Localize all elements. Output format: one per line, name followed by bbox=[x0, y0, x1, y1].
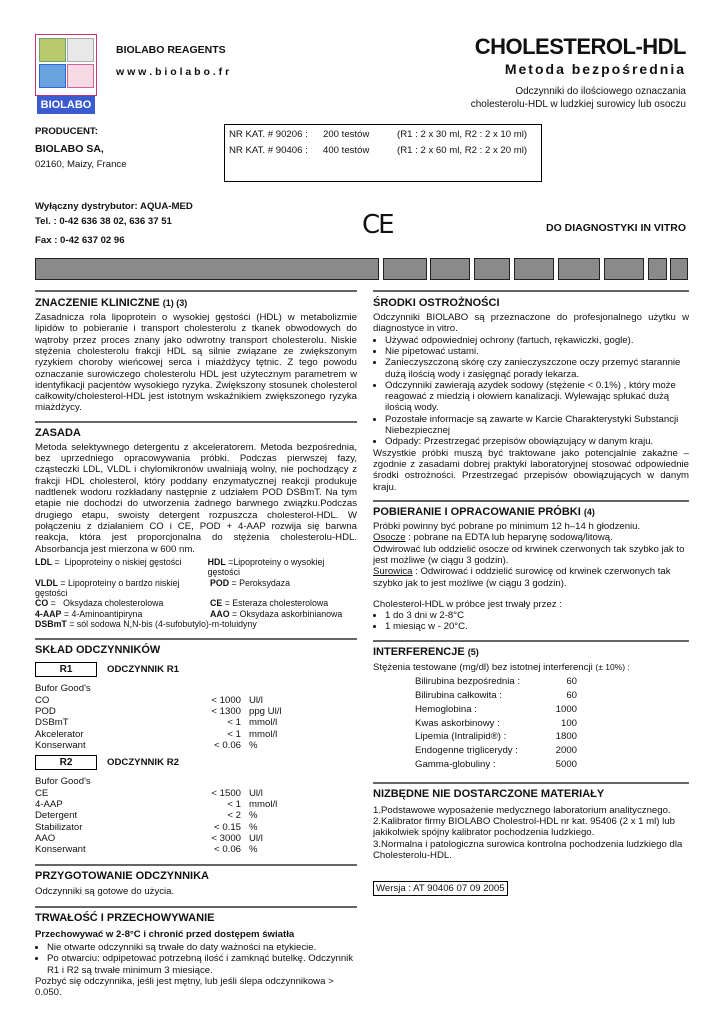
storage-list bbox=[35, 942, 357, 976]
page-subtitle: Metoda bezpośrednia bbox=[504, 61, 686, 77]
catalog-box bbox=[224, 124, 542, 182]
reagent-name: CO bbox=[35, 694, 50, 706]
reagent-unit: Ul/l bbox=[249, 787, 263, 799]
divider bbox=[35, 906, 357, 908]
reagent-name: Akcelerator bbox=[35, 728, 84, 740]
reagent-unit: mmol/l bbox=[249, 717, 278, 729]
interf-table bbox=[373, 675, 689, 772]
list-item: • Nie pipetować ustami. bbox=[385, 346, 689, 357]
reagent-name: POD bbox=[35, 706, 56, 718]
list-item: • Używać odpowiedniej ochrony (fartuch, rękawiczki, gogle). bbox=[385, 335, 689, 346]
interf-ref: (5) bbox=[467, 646, 479, 657]
interf-name: Bilirubina bezpośrednia : bbox=[415, 676, 521, 688]
reagent-value: < 2 bbox=[227, 810, 241, 822]
reagent-name: Konserwant bbox=[35, 844, 86, 856]
interf-name: Hemoglobina : bbox=[415, 703, 477, 715]
table-row bbox=[373, 730, 689, 744]
reagent-unit: ppg Ul/l bbox=[249, 706, 282, 718]
table-row bbox=[35, 799, 357, 810]
abbr-key: HDL bbox=[207, 556, 226, 567]
divider bbox=[35, 421, 357, 423]
cat-ref-2: NR KAT. # 90406 : bbox=[229, 145, 308, 156]
reagents-label: BIOLABO REAGENTS bbox=[116, 44, 226, 56]
abbr-key: POD bbox=[210, 577, 230, 588]
r2-buffer: Bufor Good's bbox=[35, 776, 91, 788]
r2-tag: R2 bbox=[35, 755, 97, 770]
header-bar-segment bbox=[383, 258, 427, 280]
storage-text: Pozbyć się odczynnika, jeśli jest mętny, lub jeśli ślepa odczynnikowa > 0.050. bbox=[35, 976, 334, 999]
list-item: • 1 do 3 dni w 2-8°C bbox=[385, 610, 689, 621]
reagent-value: < 1500 bbox=[211, 787, 241, 799]
desc-line-2: cholesterolu-HDL w ludzkiej surowicy lub osoczu bbox=[470, 99, 686, 110]
website: w w w . b i o l a b o . f r bbox=[116, 66, 230, 78]
reagent-value: < 1300 bbox=[211, 706, 241, 718]
table-row bbox=[35, 729, 357, 740]
interf-note: (± 10%) : bbox=[595, 661, 630, 672]
reagent-unit: % bbox=[249, 810, 258, 822]
divider bbox=[35, 638, 357, 640]
header-bar-segment bbox=[514, 258, 554, 280]
list-item: • Odpady: Przestrzegać przepisów obowiązujący w danym kraju. bbox=[385, 436, 689, 447]
table-row bbox=[35, 810, 357, 821]
table-row bbox=[35, 788, 357, 799]
reagent-unit: Ul/l bbox=[249, 832, 263, 844]
header-bar-segment bbox=[648, 258, 667, 280]
interf-name: Kwas askorbinowy : bbox=[415, 717, 500, 729]
header-bar-segment bbox=[35, 258, 379, 280]
clinical-title: ZNACZENIE KLINICZNE bbox=[35, 297, 160, 309]
cat-tests-2: 400 testów bbox=[323, 145, 370, 156]
list-item: • Nie otwarte odczynniki są trwałe do daty ważności na etykiecie. bbox=[47, 942, 357, 953]
abbr-key: VLDL bbox=[35, 577, 58, 588]
sample-heading bbox=[373, 506, 689, 519]
reagent-value: < 0.06 bbox=[214, 844, 241, 856]
interf-name: Bilirubina całkowita : bbox=[415, 690, 502, 702]
page-title: CHOLESTEROL-HDL bbox=[474, 34, 686, 59]
plasma-label: Osocze bbox=[373, 532, 406, 544]
reagent-value: < 0.15 bbox=[214, 821, 241, 833]
r2-header bbox=[35, 755, 357, 770]
table-row bbox=[35, 740, 357, 751]
list-item: • Pozostałe informacje są zawarte w Karcie Charakterystyki Substancji Niebezpiecznej bbox=[385, 414, 689, 437]
interf-intro-text: Stężenia testowane (mg/dl) bez istotnej interferencji bbox=[373, 661, 593, 673]
abbr-row: LDL = Lipoproteiny o niskiej gęstości HDL =Lipoproteiny o wysokiej gęstości bbox=[35, 556, 325, 578]
distributor-line-3: Fax : 0-42 637 02 96 bbox=[35, 235, 125, 246]
abbr-value: Oksydaza cholesterolowa bbox=[63, 598, 164, 609]
abbr-key: AAO bbox=[210, 608, 230, 619]
interf-value: 1800 bbox=[555, 731, 577, 743]
abbr-value: =Lipoproteiny o wysokiej gęstości bbox=[207, 556, 325, 578]
abbr-key: 4-AAP bbox=[35, 608, 62, 619]
cat-ref-1: NR KAT. # 90206 : bbox=[229, 129, 308, 140]
reagent-value: < 1 bbox=[227, 728, 241, 740]
r1-buffer: Bufor Good's bbox=[35, 683, 91, 695]
principle-title: ZASADA bbox=[35, 426, 81, 439]
safety-intro: Odczynniki BIOLABO są przeznaczone do profesjonalnego użytku w diagnostyce in vitro. bbox=[373, 311, 689, 335]
divider bbox=[35, 864, 357, 866]
logo-brand: BIOLABO bbox=[37, 96, 95, 114]
abbr-row: VLDL = Lipoproteiny o bardzo niskiej gęstości POD = Peroksydaza bbox=[35, 577, 290, 598]
interf-value: 100 bbox=[560, 717, 577, 729]
drop-icon bbox=[67, 64, 94, 88]
abbreviations bbox=[35, 557, 357, 630]
table-row bbox=[35, 717, 357, 728]
r2-label: ODCZYNNIK R2 bbox=[107, 757, 179, 769]
abbr-value: = Oksydaza askorbinianowa bbox=[232, 608, 343, 619]
r1-header bbox=[35, 662, 357, 677]
header-bar-segment bbox=[670, 258, 688, 280]
reagent-unit: % bbox=[249, 821, 258, 833]
cat-desc-2: (R1 : 2 x 60 ml, R2 : 2 x 20 ml) bbox=[397, 145, 528, 156]
header-bar-segment bbox=[604, 258, 644, 280]
table-row bbox=[35, 833, 357, 844]
header-bar-segment bbox=[474, 258, 510, 280]
sample-stability: Cholesterol-HDL w próbce jest trwały przez : bbox=[373, 598, 562, 610]
abbr-value: Lipoproteiny o niskiej gęstości bbox=[64, 556, 182, 567]
divider bbox=[373, 640, 689, 642]
clinical-ref: (1) (3) bbox=[162, 298, 188, 308]
safety-text: Wszystkie próbki muszą być traktowane jako potencjalnie zakaźne – zgodnie z zasadami dobrej praktyki laboratoryjnej stosować odpowiednie środki ostrożności. Przestrzegać przepisów obowiązujących w danym kraju. bbox=[373, 447, 689, 493]
interf-name: Gamma-globuliny : bbox=[415, 759, 496, 771]
reagent-unit: Ul/l bbox=[249, 694, 263, 706]
ivd-label: DO DIAGNOSTYKI IN VITRO bbox=[545, 222, 686, 234]
abbr-row bbox=[35, 619, 357, 629]
table-row bbox=[35, 706, 357, 717]
table-row bbox=[373, 689, 689, 703]
r1-table bbox=[35, 695, 357, 752]
sample-list bbox=[373, 610, 689, 633]
table-row bbox=[373, 758, 689, 772]
clinical-heading bbox=[35, 297, 357, 310]
reagent-unit: % bbox=[249, 740, 258, 752]
sample-title: POBIERANIE I OPRACOWANIE PRÓBKI bbox=[373, 505, 581, 518]
sample-ref: (4) bbox=[583, 506, 595, 517]
table-row bbox=[373, 716, 689, 730]
storage-title: TRWAŁOŚĆ I PRZECHOWYWANIE bbox=[35, 911, 215, 924]
interf-value: 5000 bbox=[555, 759, 577, 771]
reagent-name: DSBmT bbox=[35, 717, 69, 729]
version-box: Wersja : AT 90406 07 09 2005 bbox=[373, 881, 508, 896]
reagent-unit: % bbox=[249, 844, 258, 856]
list-item: 2.Kalibrator firmy BIOLABO Cholestrol-HDL nr kat. 95406 (2 x 1 ml) lub jakikolwiek spójny kalibrator pochodzenia ludzkiego. bbox=[373, 815, 675, 839]
biolabo-logo bbox=[35, 34, 97, 118]
abbr-key: DSBmT bbox=[35, 619, 67, 630]
table-row bbox=[373, 675, 689, 689]
header-bar-segment bbox=[430, 258, 470, 280]
interf-value: 60 bbox=[566, 676, 577, 688]
abbr-key: CO bbox=[35, 598, 49, 609]
table-row bbox=[35, 844, 357, 855]
abbr-key: LDL bbox=[35, 556, 53, 567]
reagent-name: Detergent bbox=[35, 810, 78, 822]
sample-plasma bbox=[373, 532, 689, 543]
divider bbox=[373, 500, 689, 502]
abbr-row: CO = Oksydaza cholesterolowa CE = Esteraza cholesterolowa bbox=[35, 598, 329, 609]
abbr-value: = Peroksydaza bbox=[231, 577, 290, 588]
right-column bbox=[373, 290, 689, 896]
list-item: 1.Podstawowe wyposażenie medycznego laboratorium analitycznego. bbox=[373, 804, 671, 816]
interf-heading bbox=[373, 646, 689, 659]
interf-intro bbox=[373, 662, 689, 673]
reagent-name: AAO bbox=[35, 832, 56, 844]
serum-label: Surowica bbox=[373, 566, 413, 578]
reagent-unit: mmol/l bbox=[249, 798, 278, 810]
prep-title: PRZYGOTOWANIE ODCZYNNIKA bbox=[35, 869, 209, 882]
sample-line-1: Próbki powinny być pobrane po minimum 12 h–14 h głodzeniu. bbox=[373, 520, 641, 532]
reagent-name: Stabilizator bbox=[35, 821, 83, 833]
interf-value: 1000 bbox=[555, 703, 577, 715]
distributor-line-2: Tel. : 0-42 636 38 02, 636 37 51 bbox=[35, 216, 172, 227]
interf-name: Lipemia (Intralipid®) : bbox=[415, 731, 507, 743]
abbr-value: 4-Aminoantipiryna bbox=[71, 608, 143, 619]
table-row bbox=[373, 744, 689, 758]
left-column bbox=[35, 290, 357, 999]
table-row bbox=[373, 703, 689, 717]
desc-line-1: Odczynniki do ilościowego oznaczania bbox=[515, 86, 686, 97]
table-row bbox=[35, 822, 357, 833]
reagent-name: CE bbox=[35, 787, 49, 799]
table-row bbox=[35, 695, 357, 706]
abbr-key: CE bbox=[210, 598, 223, 609]
interf-value: 60 bbox=[566, 690, 577, 702]
producer-label: PRODUCENT: bbox=[35, 126, 98, 137]
reagent-value: < 1 bbox=[227, 717, 241, 729]
divider bbox=[373, 290, 689, 292]
safety-list bbox=[373, 335, 689, 448]
safety-title: ŚRODKI OSTROŻNOŚCI bbox=[373, 297, 500, 309]
reagent-value: < 3000 bbox=[211, 832, 241, 844]
plasma-text: : pobrane na EDTA lub heparynę sodową/litową. bbox=[405, 532, 613, 544]
storage-subtitle: Przechowywać w 2-8°C i chronić przed dostępem światła bbox=[35, 928, 295, 940]
cat-desc-1: (R1 : 2 x 30 ml, R2 : 2 x 10 ml) bbox=[397, 129, 528, 140]
reagent-name: Konserwant bbox=[35, 740, 86, 752]
list-item: • Zanieczyszczoną skórę czy zanieczyszczone oczy przemyć starannie dużą ilością wody i zasięgnąć porady lekarza. bbox=[385, 357, 689, 380]
distributor-line-1: Wyłączny dystrybutor: AQUA-MED bbox=[35, 201, 193, 212]
list-item: • Odczynniki zawierają azydek sodowy (stężenie < 0.1%) , który może reagować z miedzią i ołowiem kanalizacji. Wylewając spłukać dużą ilością wody. bbox=[385, 380, 689, 414]
sample-plasma-2: Odwirować lub oddzielić osocze od krwinek czerwonych tak szybko jak to jest możliwe (w ciągu 3 godzin). bbox=[373, 543, 685, 566]
abbr-value: = Esteraza cholesterolowa bbox=[224, 598, 329, 609]
leaf-icon bbox=[39, 38, 66, 62]
abbr-value: = sól sodowa N,N-bis (4-sufobutylo)-m-toluidyny bbox=[69, 619, 257, 630]
divider bbox=[35, 290, 357, 292]
list-item: • 1 miesiąc w - 20°C. bbox=[385, 621, 689, 632]
reagent-value: < 0.06 bbox=[214, 740, 241, 752]
abbr-value: Lipoproteiny o bardzo niskiej gęstości bbox=[35, 577, 180, 598]
divider bbox=[373, 782, 689, 784]
ce-mark: CE bbox=[362, 210, 393, 240]
header-bar-segment bbox=[558, 258, 600, 280]
list-item: 3.Normalna i patologiczna surowica kontrolna pochodzenia ludzkiego dla Cholesterolu-HDL. bbox=[373, 838, 683, 861]
interf-name: Endogenne triglicerydy : bbox=[415, 745, 518, 757]
clinical-text: Zasadnicza rola lipoprotein o wysokiej gęstości (HDL) w metabolizmie lipidów to pobieranie i transport cholesterolu z tkanek obwodowych do wątroby przez proces znany jako odwrotny transport cholesterolu. Niskie stężenia cholesterolu frakcji HDL są silnie związane ze zwiększonym ryzykiem choroby wieńcowej serca i miażdżycy tętnic. Z tego powodu oznaczanie surowiczego cholesterolu HDL jest użytecznym parametrem w identyfikacji pacjentów wysokiego ryzyka. Zwiększony stosunek cholesterol całkowity/cholesterol-HDL jest istotnym wskaźnikiem zwiększonego ryzyka miażdżycy. bbox=[35, 311, 357, 414]
reagent-value: < 1000 bbox=[211, 694, 241, 706]
r1-label: ODCZYNNIK R1 bbox=[107, 664, 179, 676]
flask-icon bbox=[67, 38, 94, 62]
fish-icon bbox=[39, 64, 66, 88]
interf-title: INTERFERENCJE bbox=[373, 645, 465, 658]
reagent-value: < 1 bbox=[227, 798, 241, 810]
r2-table bbox=[35, 788, 357, 856]
abbr-row: 4-AAP = 4-Aminoantipiryna AAO = Oksydaza askorbinianowa bbox=[35, 608, 343, 619]
producer-address: 02160, Maizy, France bbox=[35, 159, 127, 170]
interf-value: 2000 bbox=[555, 745, 577, 757]
producer-name: BIOLABO SA, bbox=[35, 143, 104, 155]
composition-title: SKŁAD ODCZYNNIKÓW bbox=[35, 643, 161, 656]
r1-tag: R1 bbox=[35, 662, 97, 677]
reagent-unit: mmol/l bbox=[249, 728, 278, 740]
serum-text: : Odwirować i oddzielić surowicę od krwinek czerwonych tak szybko jak to jest możliwe (w ciągu 3 godzin). bbox=[373, 566, 671, 589]
sample-serum bbox=[373, 566, 689, 589]
prep-text: Odczynniki są gotowe do użycia. bbox=[35, 885, 175, 897]
cat-tests-1: 200 testów bbox=[323, 129, 370, 140]
materials-title: NIZBĘDNE NIE DOSTARCZONE MATERIAŁY bbox=[373, 787, 605, 800]
list-item: • Po otwarciu: odpipetować potrzebną ilość i zamknąć butelkę. Odczynnik R1 i R2 są trwałe minimum 3 miesiące. bbox=[47, 953, 357, 976]
reagent-name: 4-AAP bbox=[35, 798, 63, 810]
principle-text: Metoda selektywnego detergentu z akceleratorem. Metoda bezpośrednia, bez uprzedniego opracowywania próbki. Podczas pierwszej fazy, cząsteczki LDL, VLDL i chylomikronów uwalniają wolny, nie pochodzący z frakcji HDL cholesterol, który poddany enzymatycznej reakcji produkuje nadtlenek wodoru rozkładany następnie z udziałem POD DSBmT. Na tym etapie nie dochodzi do utworzenia żadnego barwnego związku.Podczas drugiego etapu, swoisty detergent rozpuszcza cholesterol-HDL. W połączeniu z działaniem CO i CE, POD + 4-AAP rozwija się barwna reakcja, która jest proporcjonalna do stężenia cholesterolu-HDL. Absorbancja jest mierzona w 600 nm. bbox=[35, 441, 357, 555]
